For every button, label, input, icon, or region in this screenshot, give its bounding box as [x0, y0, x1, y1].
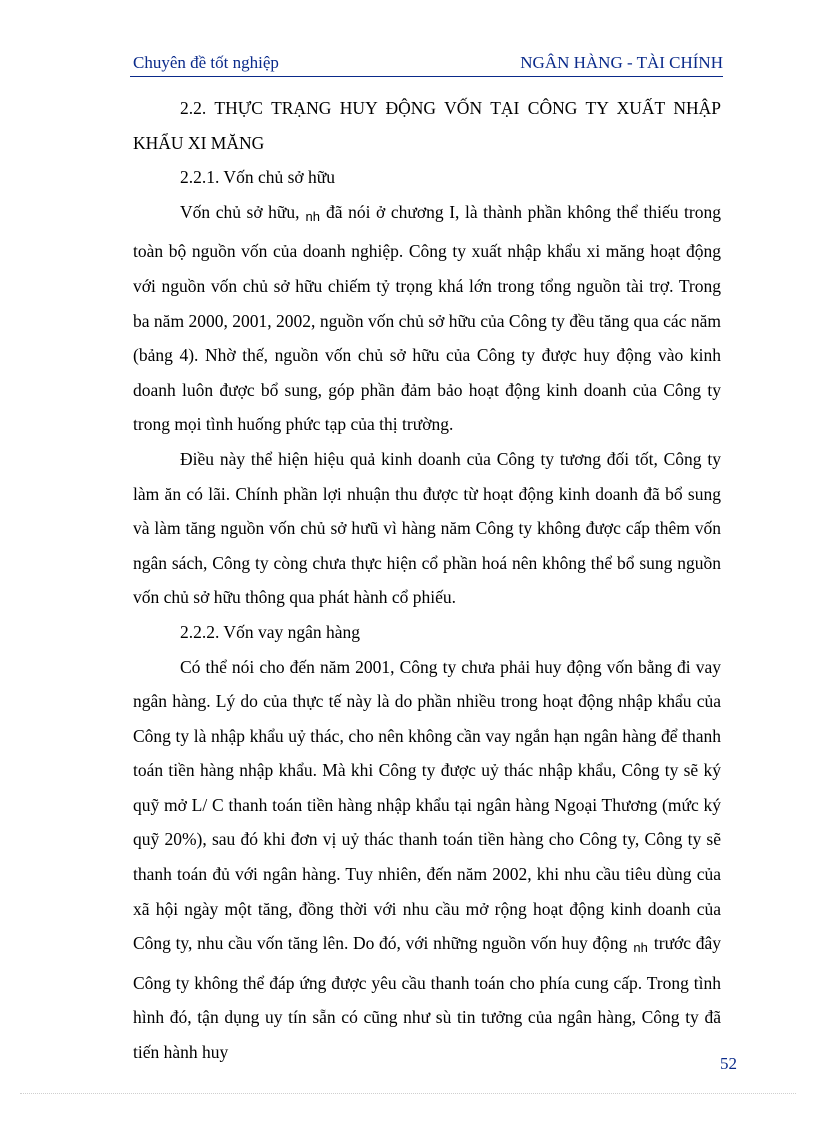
header-divider	[130, 76, 723, 77]
paragraph-1-nh: nh	[305, 208, 321, 224]
paragraph-3-rest: trước đây Công ty không thể đáp ứng được yêu cầu thanh toán cho phía cung cấp. Trong tình hình đó, tận dụng uy tín sẵn có cũng như sù tin tưởng của ngân hàng, Công ty đã tiến hành huy	[133, 933, 721, 1063]
paragraph-2: Điều này thể hiện hiệu quả kinh doanh của Công ty tương đối tốt, Công ty làm ăn có lãi. Chính phần lợi nhuận thu được từ hoạt động kinh doanh đã bổ sung và làm tăng nguồn vốn chủ sở hưũ vì hàng năm Công ty không được cấp thêm vốn ngân sách, Công ty còng chưa thực hiện cổ phần hoá nên không thể bổ sung nguồn vốn chủ sở hữu thông qua phát hành cổ phiếu.	[133, 448, 721, 608]
section-heading: 2.2. THỰC TRẠNG HUY ĐỘNG VỐN TẠI CÔNG TY XUẤT NHẬP KHẨU XI MĂNG	[133, 98, 721, 153]
paragraph-3-start: Có thể nói cho đến năm 2001, Công ty chưa phải huy động vốn bằng đi vay ngân hàng. Lý do của thực tế này là do phần nhiều trong hoạt động nhập khẩu của Công ty là nhập khẩu uỷ thác, cho nên không cần vay ngắn hạn ngân hàng để thanh toán tiền hàng nhập khẩu. Mà khi Công ty được uỷ thác nhập khẩu, Công ty sẽ ký quỹ mở L/ C thanh toán tiền hàng nhập khẩu tại ngân hàng Ngoại Thương (mức ký quỹ 20%), sau đó khi đơn vị uỷ thác thanh toán tiền hàng cho Công ty, Công ty sẽ thanh toán đủ với ngân hàng. Tuy nhiên, đến năm 2002, khi nhu cầu tiêu dùng của xã hội ngày một tăng, đồng thời với nhu cầu mở rộng hoạt động kinh doanh của Công ty, nhu cầu vốn tăng lên. Do đó, với những nguồn vốn huy động	[133, 656, 721, 954]
paragraph-1-rest: đã nói ở chương I, là thành phần không thể thiếu trong toàn bộ nguồn vốn của doanh nghiệp. Công ty xuất nhập khẩu xi măng hoạt động với nguồn vốn chủ sở hữu chiếm tỷ trọng khá lớn trong tổng nguồn tài trợ. Trong ba năm 2000, 2001, 2002, nguồn vốn chủ sở hữu của Công ty đều tăng qua các năm (bảng 4). Nhờ thế, nguồn vốn chủ sở hữu của Công ty được huy động vào kinh doanh luôn được bổ sung, góp phần đảm bảo hoạt động kinh doanh của Công ty trong mọi tình huống phức tạp của thị trường.	[133, 201, 721, 435]
paragraph-1-start: Vốn chủ sở hữu,	[180, 201, 300, 222]
page-number: 52	[720, 1054, 737, 1073]
header-right: NGÂN HÀNG - TÀI CHÍNH	[520, 53, 723, 72]
paragraph-3	[133, 650, 721, 1070]
subsection-heading-2: 2.2.2. Vốn vay ngân hàng	[180, 621, 360, 642]
bottom-dotted-line	[20, 1093, 796, 1094]
header-left: Chuyên đề tốt nghiệp	[133, 53, 279, 72]
paragraph-1	[133, 195, 721, 442]
paragraph-3-nh: nh	[633, 940, 648, 956]
page-content	[133, 91, 721, 1070]
subsection-heading-1: 2.2.1. Vốn chủ sở hữu	[180, 167, 336, 188]
